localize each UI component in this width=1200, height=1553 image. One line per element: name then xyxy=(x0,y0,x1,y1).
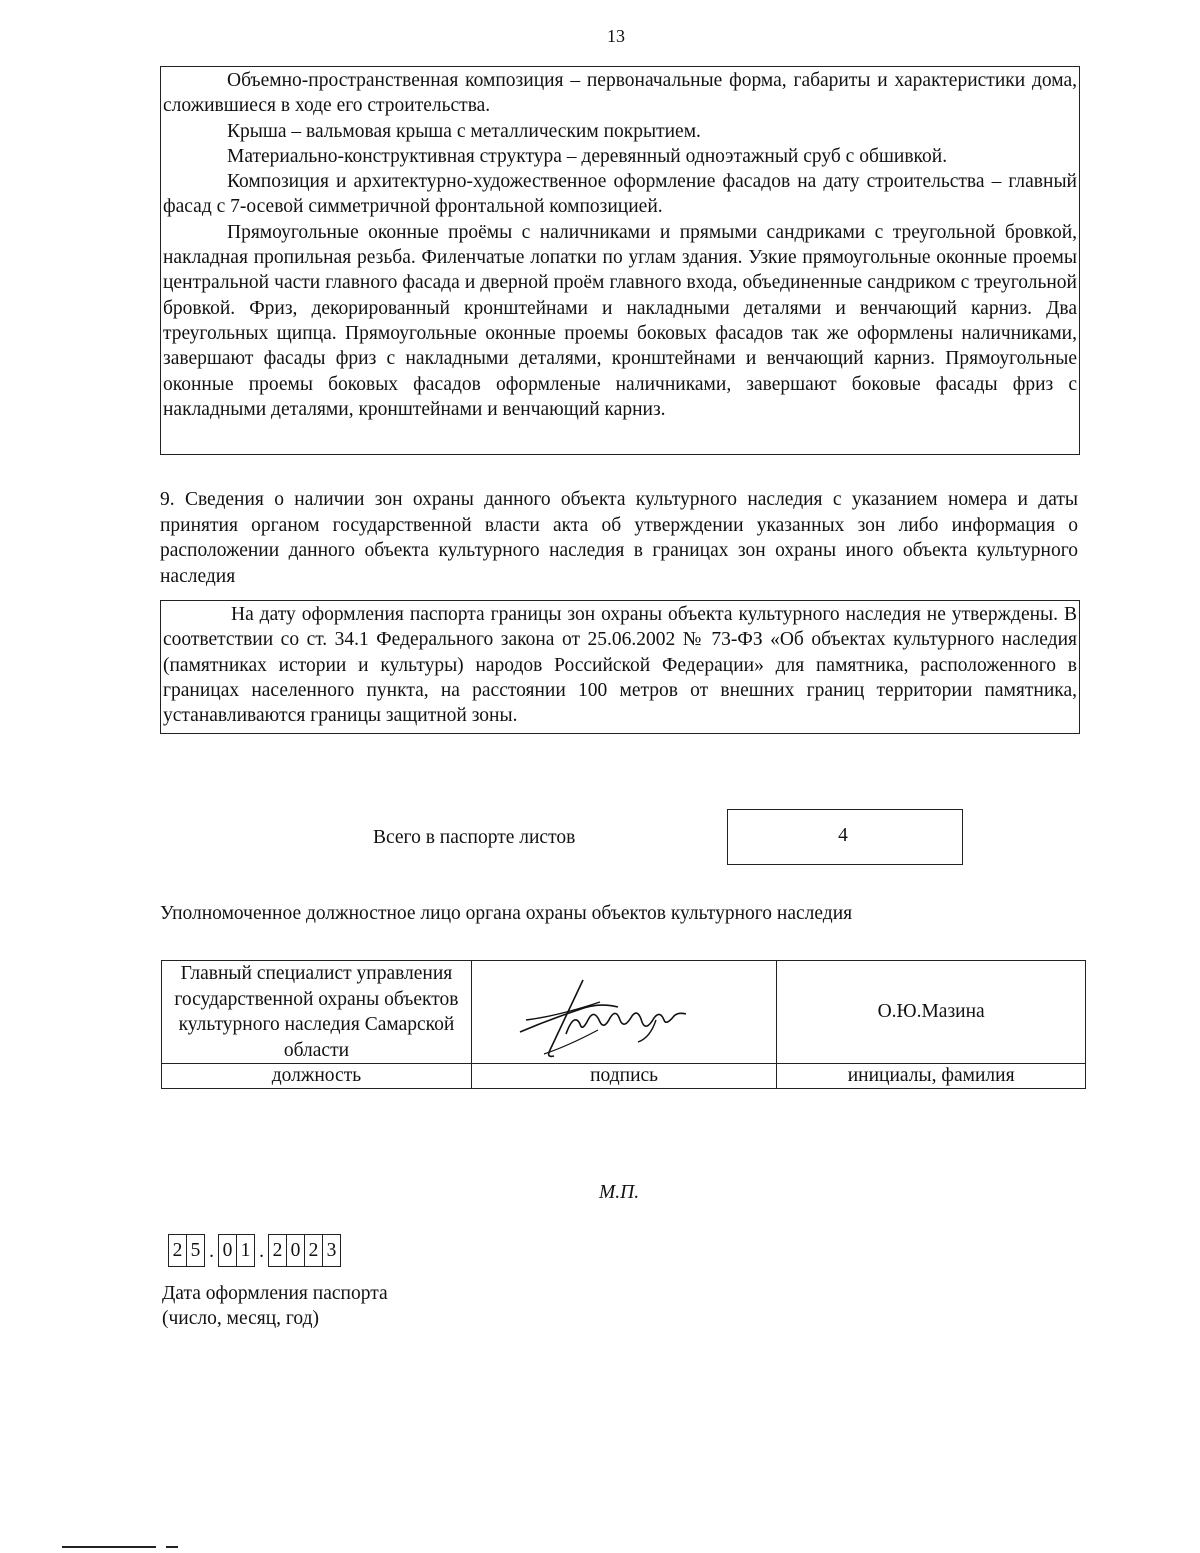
position-text: Главный специалист управления государственной охраны объектов культурного наследия Самарской области xyxy=(174,963,459,1061)
section-9-title: 9. Сведения о наличии зон охраны данного объекта культурного наследия с указанием номера и даты принятия органом государственной власти акта об утверждении указанных зон либо информация о расположении данного объекта культурного наследия в границах зон охраны иного объекта культурного наследия xyxy=(160,489,1078,588)
total-sheets-value: 4 xyxy=(838,825,848,846)
date-digit: 2 xyxy=(169,1235,187,1266)
position-label: должность xyxy=(162,1064,472,1089)
date-digit: 1 xyxy=(240,1240,251,1261)
handwritten-signature xyxy=(508,972,698,1067)
name-cell xyxy=(777,961,1086,1064)
date-digit: 0 xyxy=(287,1235,305,1266)
date-digit: 0 xyxy=(219,1235,237,1266)
signature-label: подпись xyxy=(471,1064,776,1089)
protection-zones-box xyxy=(160,600,1080,734)
authority-label: Уполномоченное должностное лицо органа охраны объектов культурного наследия xyxy=(160,903,853,924)
date-digit: 2 xyxy=(269,1235,287,1266)
date-digit: 5 xyxy=(190,1240,201,1261)
date-separator: . xyxy=(259,1241,264,1262)
paragraph: Композиция и архитектурно-художественное оформление фасадов на дату строительства – главный фасад с 7-осевой симметричной фронтальной композицией. xyxy=(163,171,1077,218)
total-sheets-box xyxy=(727,809,963,865)
footer-rule xyxy=(166,1546,178,1548)
date-digit: 2 xyxy=(305,1235,323,1266)
passport-date xyxy=(168,1234,341,1267)
paragraph: Крыша – вальмовая крыша с металлическим покрытием. xyxy=(227,120,701,142)
date-caption xyxy=(162,1281,388,1331)
protection-zones-text: На дату оформления паспорта границы зон охраны объекта культурного наследия не утверждены. В соответствии со ст. 34.1 Федерального закона от 25.06.2002 № 73-ФЗ «Об объектах культурного наследия (памятниках истории и культуры) народов Российской Федерации» для памятника, расположенного в границах населенного пункта, на расстоянии 100 метров от внешних границ территории памятника, устанавливаются границы защитной зоны. xyxy=(163,604,1077,727)
date-digit: 3 xyxy=(326,1240,337,1261)
date-caption-line: Дата оформления паспорта xyxy=(162,1283,388,1304)
date-month xyxy=(218,1234,255,1267)
stamp-place: М.П. xyxy=(599,1182,640,1203)
date-caption-line: (число, месяц, год) xyxy=(162,1308,320,1329)
total-sheets-label: Всего в паспорте листов xyxy=(373,827,576,848)
page-number: 13 xyxy=(607,26,625,46)
position-cell xyxy=(162,961,472,1064)
official-name: О.Ю.Мазина xyxy=(877,1001,985,1023)
paragraph: Материально-конструктивная структура – деревянный одноэтажный сруб с обшивкой. xyxy=(227,145,948,167)
date-day xyxy=(168,1234,205,1267)
name-label: инициалы, фамилия xyxy=(777,1064,1086,1089)
date-year xyxy=(268,1234,341,1267)
footer-rule xyxy=(62,1546,156,1548)
paragraph: Объемно-пространственная композиция – первоначальные форма, габариты и характеристики дома, сложившиеся в ходе его строительства. xyxy=(163,70,1077,117)
date-separator: . xyxy=(209,1241,214,1262)
paragraph: Прямоугольные оконные проёмы с наличниками и прямыми сандриками с треугольной бровкой, накладная пропильная резьба. Филенчатые лопатки по углам здания. Узкие прямоугольные оконные проемы центральной части главного фасада и дверной проём главного входа, объединенные сандриком с треугольной бровкой. Фриз, декорированный кронштейнами и накладными деталями и венчающий карниз. Два треугольных щипца. Прямоугольные оконные проемы боковых фасадов так же оформлены наличниками, завершают фасады фриз с накладными деталями, кронштейнами и венчающий карниз. Прямоугольные оконные проемы боковых фасадов оформленые наличниками, завершают боковые фасады фриз с накладными деталями, кронштейнами и венчающий карниз. xyxy=(163,221,1077,420)
description-box xyxy=(160,66,1080,455)
